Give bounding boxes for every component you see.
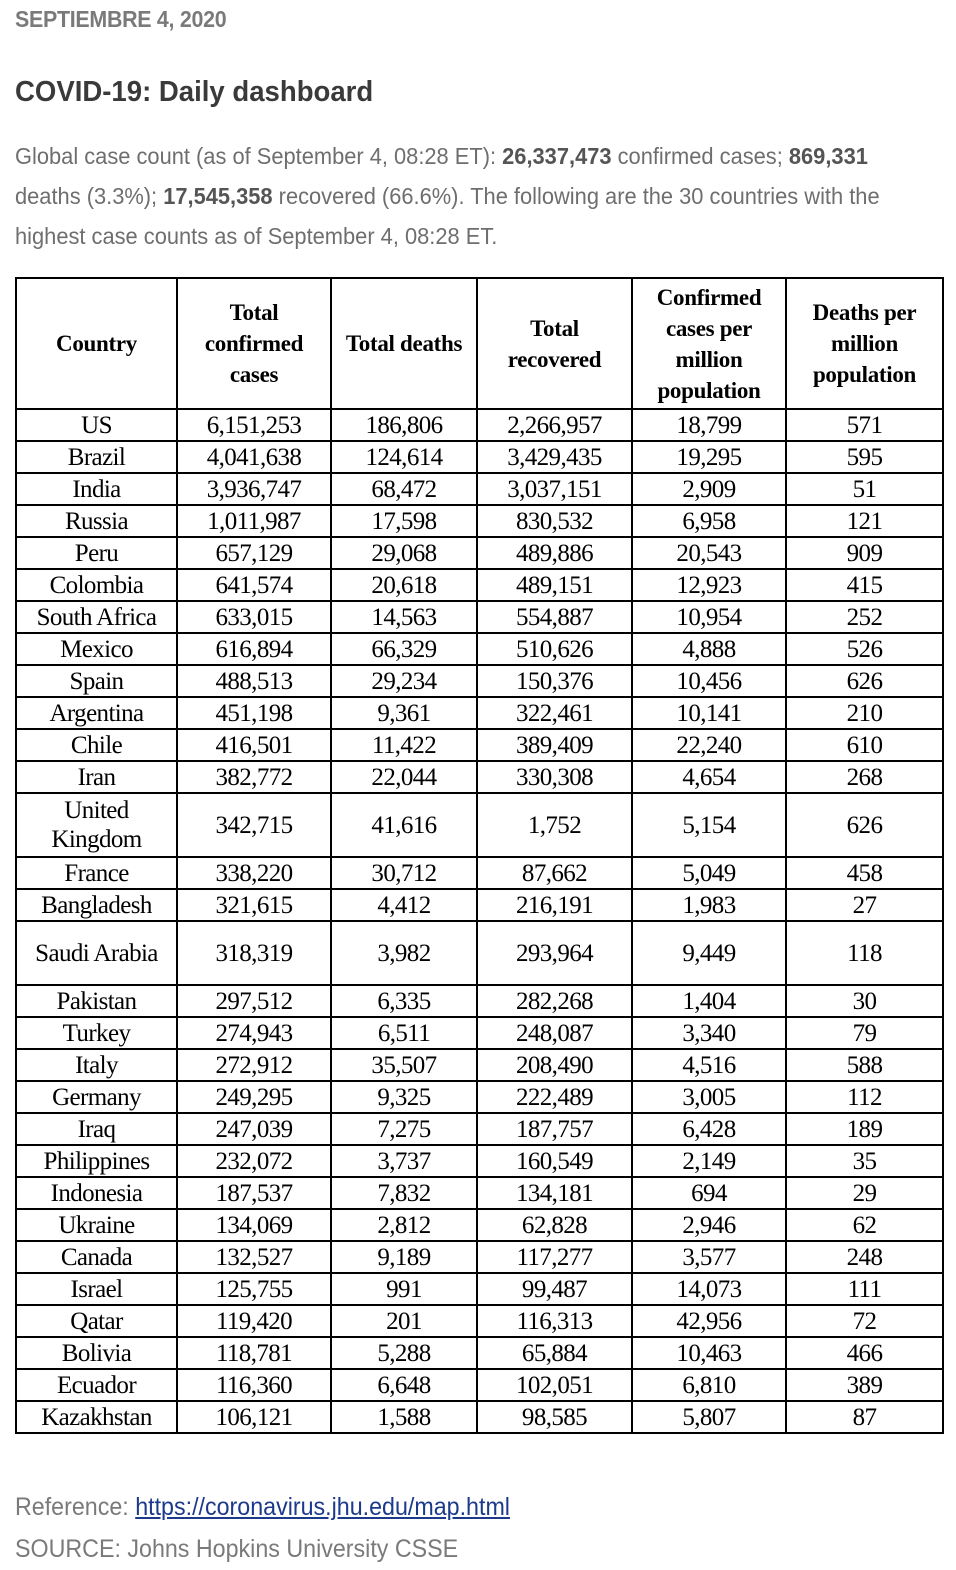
cell-deaths-per-million: 51 <box>786 473 943 505</box>
cell-total-recovered: 510,626 <box>477 633 632 665</box>
global-deaths-count: 869,331 <box>788 143 868 169</box>
cell-country: Kazakhstan <box>16 1401 177 1433</box>
cell-deaths-per-million: 29 <box>786 1177 943 1209</box>
cell-total-confirmed: 3,936,747 <box>177 473 331 505</box>
cell-deaths-per-million: 595 <box>786 441 943 473</box>
cell-confirmed-per-million: 4,888 <box>632 633 786 665</box>
header-confirmed-per-million: Confirmed cases per million population <box>632 278 786 409</box>
cell-deaths-per-million: 526 <box>786 633 943 665</box>
cell-deaths-per-million: 121 <box>786 505 943 537</box>
cell-country: Israel <box>16 1273 177 1305</box>
cell-total-recovered: 208,490 <box>477 1049 632 1081</box>
summary-paragraph <box>15 136 889 256</box>
cell-total-confirmed: 274,943 <box>177 1017 331 1049</box>
cell-confirmed-per-million: 10,954 <box>632 601 786 633</box>
cell-total-recovered: 389,409 <box>477 729 632 761</box>
cell-total-deaths: 3,982 <box>331 921 477 985</box>
cell-confirmed-per-million: 4,516 <box>632 1049 786 1081</box>
cell-country: Spain <box>16 665 177 697</box>
table-row <box>16 1049 943 1081</box>
table-row <box>16 441 943 473</box>
cell-total-confirmed: 641,574 <box>177 569 331 601</box>
cell-total-recovered: 2,266,957 <box>477 409 632 441</box>
table-row <box>16 1113 943 1145</box>
header-total-confirmed: Total confirmed cases <box>177 278 331 409</box>
cell-deaths-per-million: 252 <box>786 601 943 633</box>
reference-line <box>15 1493 510 1522</box>
cell-country: India <box>16 473 177 505</box>
cell-deaths-per-million: 268 <box>786 761 943 793</box>
cell-country: US <box>16 409 177 441</box>
cell-total-confirmed: 338,220 <box>177 857 331 889</box>
cell-confirmed-per-million: 10,456 <box>632 665 786 697</box>
cell-total-confirmed: 488,513 <box>177 665 331 697</box>
cell-total-confirmed: 318,319 <box>177 921 331 985</box>
cell-total-deaths: 5,288 <box>331 1337 477 1369</box>
table-row <box>16 569 943 601</box>
table-row <box>16 537 943 569</box>
cell-total-deaths: 17,598 <box>331 505 477 537</box>
cell-total-recovered: 117,277 <box>477 1241 632 1273</box>
cell-confirmed-per-million: 10,463 <box>632 1337 786 1369</box>
cell-deaths-per-million: 610 <box>786 729 943 761</box>
global-recovered-count: 17,545,358 <box>163 183 273 209</box>
cell-total-recovered: 98,585 <box>477 1401 632 1433</box>
cell-total-deaths: 66,329 <box>331 633 477 665</box>
cell-total-confirmed: 116,360 <box>177 1369 331 1401</box>
cell-total-confirmed: 132,527 <box>177 1241 331 1273</box>
cell-deaths-per-million: 389 <box>786 1369 943 1401</box>
cell-total-recovered: 282,268 <box>477 985 632 1017</box>
cell-confirmed-per-million: 5,154 <box>632 793 786 857</box>
cell-total-deaths: 22,044 <box>331 761 477 793</box>
cell-country: Iran <box>16 761 177 793</box>
cell-country: Italy <box>16 1049 177 1081</box>
cell-confirmed-per-million: 5,049 <box>632 857 786 889</box>
cell-total-deaths: 9,325 <box>331 1081 477 1113</box>
reference-label: Reference: <box>15 1493 136 1521</box>
cell-deaths-per-million: 189 <box>786 1113 943 1145</box>
cell-confirmed-per-million: 6,428 <box>632 1113 786 1145</box>
cell-total-confirmed: 342,715 <box>177 793 331 857</box>
table-row <box>16 793 943 857</box>
cell-total-deaths: 68,472 <box>331 473 477 505</box>
cell-total-confirmed: 232,072 <box>177 1145 331 1177</box>
cell-country: South Africa <box>16 601 177 633</box>
cell-total-deaths: 9,189 <box>331 1241 477 1273</box>
cell-confirmed-per-million: 6,810 <box>632 1369 786 1401</box>
cell-total-recovered: 330,308 <box>477 761 632 793</box>
cell-deaths-per-million: 588 <box>786 1049 943 1081</box>
table-row <box>16 985 943 1017</box>
cell-country: Russia <box>16 505 177 537</box>
cell-country: Ecuador <box>16 1369 177 1401</box>
cell-confirmed-per-million: 2,946 <box>632 1209 786 1241</box>
cell-total-recovered: 102,051 <box>477 1369 632 1401</box>
cell-total-recovered: 322,461 <box>477 697 632 729</box>
cell-total-deaths: 2,812 <box>331 1209 477 1241</box>
cell-total-confirmed: 382,772 <box>177 761 331 793</box>
table-row <box>16 601 943 633</box>
cell-total-confirmed: 633,015 <box>177 601 331 633</box>
cell-total-confirmed: 249,295 <box>177 1081 331 1113</box>
cell-country: Germany <box>16 1081 177 1113</box>
reference-link[interactable]: https://coronavirus.jhu.edu/map.html <box>135 1493 510 1521</box>
cell-total-recovered: 248,087 <box>477 1017 632 1049</box>
cell-total-deaths: 30,712 <box>331 857 477 889</box>
cell-deaths-per-million: 415 <box>786 569 943 601</box>
table-row <box>16 761 943 793</box>
cell-country: Chile <box>16 729 177 761</box>
cell-deaths-per-million: 112 <box>786 1081 943 1113</box>
table-row <box>16 1241 943 1273</box>
cell-total-deaths: 3,737 <box>331 1145 477 1177</box>
cell-total-confirmed: 187,537 <box>177 1177 331 1209</box>
cell-total-confirmed: 6,151,253 <box>177 409 331 441</box>
cell-total-recovered: 3,037,151 <box>477 473 632 505</box>
table-row <box>16 1337 943 1369</box>
header-deaths-per-million: Deaths per million population <box>786 278 943 409</box>
cell-total-deaths: 6,511 <box>331 1017 477 1049</box>
cell-confirmed-per-million: 3,577 <box>632 1241 786 1273</box>
summary-confirmed-suffix: confirmed cases; <box>611 143 789 169</box>
cell-deaths-per-million: 87 <box>786 1401 943 1433</box>
header-total-recovered: Total recovered <box>477 278 632 409</box>
cell-total-confirmed: 118,781 <box>177 1337 331 1369</box>
summary-recovered-suffix: recovered (66.6%). The following are the 30 countries with the highest case counts as of September 4, 08:28 ET. <box>15 183 880 249</box>
cell-total-deaths: 991 <box>331 1273 477 1305</box>
cell-total-confirmed: 321,615 <box>177 889 331 921</box>
cell-confirmed-per-million: 2,909 <box>632 473 786 505</box>
cell-total-deaths: 4,412 <box>331 889 477 921</box>
cell-total-deaths: 186,806 <box>331 409 477 441</box>
cell-confirmed-per-million: 18,799 <box>632 409 786 441</box>
cell-total-recovered: 489,151 <box>477 569 632 601</box>
cell-deaths-per-million: 118 <box>786 921 943 985</box>
cell-deaths-per-million: 111 <box>786 1273 943 1305</box>
table-row <box>16 889 943 921</box>
cell-total-deaths: 9,361 <box>331 697 477 729</box>
cell-deaths-per-million: 210 <box>786 697 943 729</box>
cell-confirmed-per-million: 5,807 <box>632 1401 786 1433</box>
table-row <box>16 1177 943 1209</box>
table-row <box>16 1017 943 1049</box>
cell-total-recovered: 134,181 <box>477 1177 632 1209</box>
cell-confirmed-per-million: 22,240 <box>632 729 786 761</box>
cell-deaths-per-million: 27 <box>786 889 943 921</box>
cell-confirmed-per-million: 19,295 <box>632 441 786 473</box>
cell-confirmed-per-million: 20,543 <box>632 537 786 569</box>
cell-total-recovered: 830,532 <box>477 505 632 537</box>
cell-country: Canada <box>16 1241 177 1273</box>
cell-deaths-per-million: 458 <box>786 857 943 889</box>
cell-total-recovered: 116,313 <box>477 1305 632 1337</box>
cell-total-recovered: 87,662 <box>477 857 632 889</box>
table-row <box>16 1401 943 1433</box>
table-row <box>16 409 943 441</box>
table-row <box>16 1273 943 1305</box>
cell-total-confirmed: 247,039 <box>177 1113 331 1145</box>
cell-country: France <box>16 857 177 889</box>
table-row <box>16 1081 943 1113</box>
cell-total-deaths: 29,068 <box>331 537 477 569</box>
cell-total-recovered: 222,489 <box>477 1081 632 1113</box>
cell-country: Pakistan <box>16 985 177 1017</box>
cell-total-deaths: 20,618 <box>331 569 477 601</box>
cell-total-confirmed: 616,894 <box>177 633 331 665</box>
cell-country: Brazil <box>16 441 177 473</box>
table-row <box>16 1305 943 1337</box>
cell-deaths-per-million: 571 <box>786 409 943 441</box>
table-row <box>16 633 943 665</box>
cell-total-confirmed: 416,501 <box>177 729 331 761</box>
cell-total-deaths: 7,275 <box>331 1113 477 1145</box>
cell-total-recovered: 489,886 <box>477 537 632 569</box>
cell-confirmed-per-million: 694 <box>632 1177 786 1209</box>
cell-confirmed-per-million: 2,149 <box>632 1145 786 1177</box>
table-row <box>16 729 943 761</box>
cell-total-confirmed: 4,041,638 <box>177 441 331 473</box>
cell-total-recovered: 216,191 <box>477 889 632 921</box>
cell-country: Bangladesh <box>16 889 177 921</box>
cell-country: Ukraine <box>16 1209 177 1241</box>
cell-total-recovered: 99,487 <box>477 1273 632 1305</box>
cell-country: Philippines <box>16 1145 177 1177</box>
cell-total-confirmed: 272,912 <box>177 1049 331 1081</box>
cell-country: Peru <box>16 537 177 569</box>
header-country: Country <box>16 278 177 409</box>
cell-total-deaths: 1,588 <box>331 1401 477 1433</box>
cell-total-deaths: 35,507 <box>331 1049 477 1081</box>
cell-total-recovered: 1,752 <box>477 793 632 857</box>
cell-confirmed-per-million: 42,956 <box>632 1305 786 1337</box>
cell-total-deaths: 11,422 <box>331 729 477 761</box>
table-row <box>16 697 943 729</box>
table-row <box>16 505 943 537</box>
cell-total-confirmed: 451,198 <box>177 697 331 729</box>
cell-total-recovered: 187,757 <box>477 1113 632 1145</box>
summary-deaths-suffix: deaths (3.3%); <box>15 183 164 209</box>
cell-total-deaths: 29,234 <box>331 665 477 697</box>
cell-deaths-per-million: 909 <box>786 537 943 569</box>
cell-country: Qatar <box>16 1305 177 1337</box>
cell-total-confirmed: 119,420 <box>177 1305 331 1337</box>
cell-total-recovered: 160,549 <box>477 1145 632 1177</box>
cell-total-recovered: 150,376 <box>477 665 632 697</box>
header-total-deaths: Total deaths <box>331 278 477 409</box>
table-row <box>16 1145 943 1177</box>
cell-confirmed-per-million: 1,404 <box>632 985 786 1017</box>
summary-intro: Global case count (as of September 4, 08:28 ET): <box>15 143 503 169</box>
cell-total-recovered: 62,828 <box>477 1209 632 1241</box>
table-row <box>16 473 943 505</box>
cell-confirmed-per-million: 12,923 <box>632 569 786 601</box>
table-header-row <box>16 278 943 409</box>
cell-total-recovered: 3,429,435 <box>477 441 632 473</box>
cell-total-deaths: 201 <box>331 1305 477 1337</box>
cell-country: Iraq <box>16 1113 177 1145</box>
table-body <box>16 409 943 1433</box>
cell-deaths-per-million: 35 <box>786 1145 943 1177</box>
dateline: SEPTIEMBRE 4, 2020 <box>15 6 227 32</box>
cell-confirmed-per-million: 6,958 <box>632 505 786 537</box>
cell-confirmed-per-million: 9,449 <box>632 921 786 985</box>
cell-deaths-per-million: 466 <box>786 1337 943 1369</box>
cell-country: Bolivia <box>16 1337 177 1369</box>
cell-total-confirmed: 657,129 <box>177 537 331 569</box>
cell-total-deaths: 41,616 <box>331 793 477 857</box>
cell-total-deaths: 7,832 <box>331 1177 477 1209</box>
cell-country: Indonesia <box>16 1177 177 1209</box>
cell-total-recovered: 554,887 <box>477 601 632 633</box>
table-row <box>16 665 943 697</box>
cell-confirmed-per-million: 10,141 <box>632 697 786 729</box>
cell-confirmed-per-million: 3,005 <box>632 1081 786 1113</box>
cell-country: Turkey <box>16 1017 177 1049</box>
cell-total-confirmed: 125,755 <box>177 1273 331 1305</box>
cell-country: Argentina <box>16 697 177 729</box>
cell-deaths-per-million: 626 <box>786 665 943 697</box>
cell-confirmed-per-million: 4,654 <box>632 761 786 793</box>
source-line: SOURCE: Johns Hopkins University CSSE <box>15 1535 459 1563</box>
cell-total-confirmed: 297,512 <box>177 985 331 1017</box>
cell-country: United Kingdom <box>16 793 177 857</box>
cell-country: Saudi Arabia <box>16 921 177 985</box>
cell-deaths-per-million: 30 <box>786 985 943 1017</box>
cell-total-recovered: 293,964 <box>477 921 632 985</box>
cell-total-confirmed: 134,069 <box>177 1209 331 1241</box>
country-stats-table <box>15 277 944 1434</box>
cell-total-deaths: 6,648 <box>331 1369 477 1401</box>
table-row <box>16 857 943 889</box>
cell-confirmed-per-million: 3,340 <box>632 1017 786 1049</box>
table-row <box>16 1209 943 1241</box>
global-confirmed-count: 26,337,473 <box>502 143 612 169</box>
cell-deaths-per-million: 62 <box>786 1209 943 1241</box>
cell-deaths-per-million: 248 <box>786 1241 943 1273</box>
cell-total-confirmed: 1,011,987 <box>177 505 331 537</box>
cell-total-recovered: 65,884 <box>477 1337 632 1369</box>
cell-total-confirmed: 106,121 <box>177 1401 331 1433</box>
table-row <box>16 1369 943 1401</box>
cell-country: Colombia <box>16 569 177 601</box>
table-row <box>16 921 943 985</box>
cell-deaths-per-million: 626 <box>786 793 943 857</box>
cell-country: Mexico <box>16 633 177 665</box>
cell-deaths-per-million: 72 <box>786 1305 943 1337</box>
cell-total-deaths: 124,614 <box>331 441 477 473</box>
page-title: COVID-19: Daily dashboard <box>15 76 374 108</box>
cell-confirmed-per-million: 1,983 <box>632 889 786 921</box>
cell-total-deaths: 14,563 <box>331 601 477 633</box>
cell-deaths-per-million: 79 <box>786 1017 943 1049</box>
cell-total-deaths: 6,335 <box>331 985 477 1017</box>
cell-confirmed-per-million: 14,073 <box>632 1273 786 1305</box>
